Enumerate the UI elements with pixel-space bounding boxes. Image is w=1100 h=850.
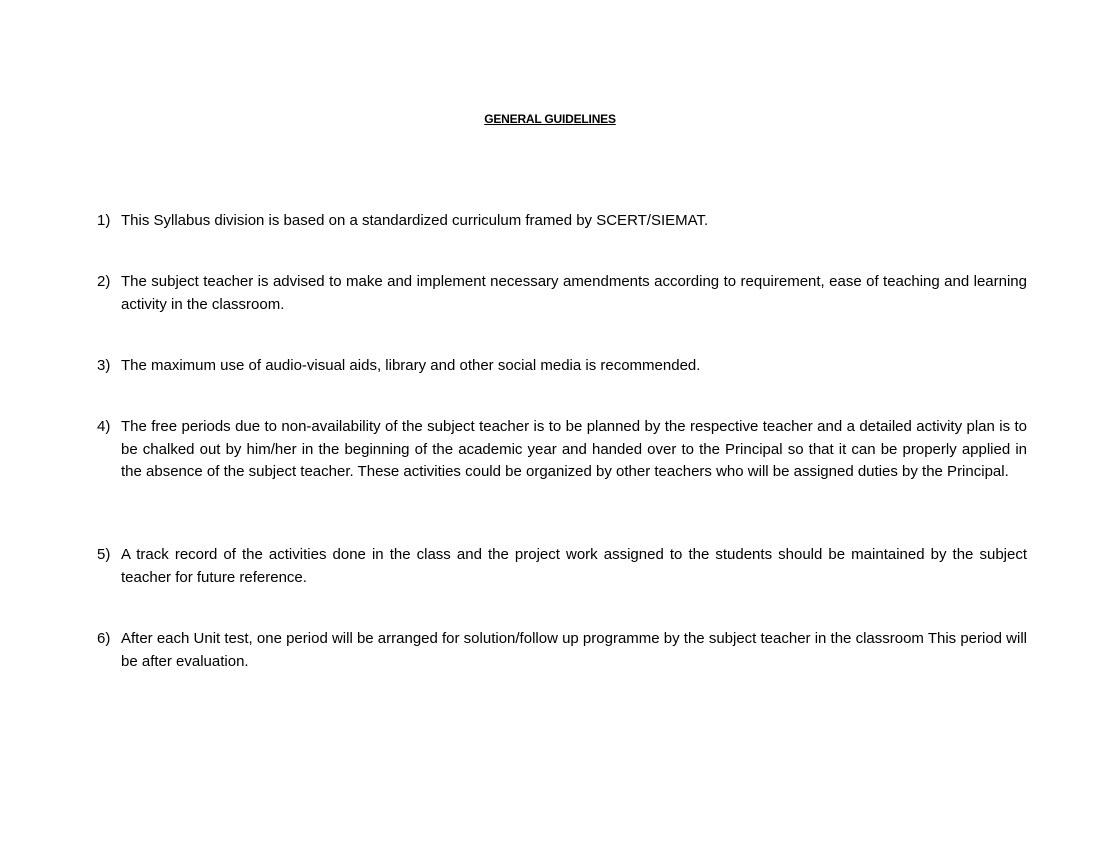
guideline-item-5 [97, 544, 1027, 589]
guideline-number-4: 4) [97, 418, 111, 435]
guideline-text-4: The free periods due to non-availability of the subject teacher is to be planned by the respective teacher and a detailed activity plan is to be chalked out by him/her in the beginning of the academic year and handed over to the Principal so that it can be properly applied in the absence of the subject teacher. These activities could be organized by other teachers who will be assigned duties by the Principal. [121, 418, 1027, 480]
guideline-number-3: 3) [97, 357, 111, 374]
guideline-text-3: The maximum use of audio-visual aids, library and other social media is recommended. [121, 357, 701, 374]
guideline-item-6 [97, 628, 1027, 673]
guideline-item-3 [97, 355, 1027, 378]
guideline-number-1: 1) [97, 212, 111, 229]
guideline-text-6: After each Unit test, one period will be arranged for solution/follow up programme by the subject teacher in the classroom This period will be after evaluation. [121, 630, 1028, 670]
guideline-item-4 [97, 416, 1027, 484]
guideline-item-1 [97, 210, 1027, 233]
guideline-number-2: 2) [97, 273, 111, 290]
guideline-item-2 [97, 271, 1027, 316]
document-title: GENERAL GUIDELINES [484, 112, 616, 126]
guideline-text-1: This Syllabus division is based on a standardized curriculum framed by SCERT/SIEMAT. [121, 212, 709, 229]
guideline-text-2: The subject teacher is advised to make and implement necessary amendments according to requirement, ease of teaching and learning activity in the classroom. [121, 273, 1027, 313]
guideline-text-5: A track record of the activities done in the class and the project work assigned to the students should be maintained by the subject teacher for future reference. [121, 546, 1027, 586]
guideline-number-6: 6) [97, 630, 111, 647]
guideline-number-5: 5) [97, 546, 111, 563]
